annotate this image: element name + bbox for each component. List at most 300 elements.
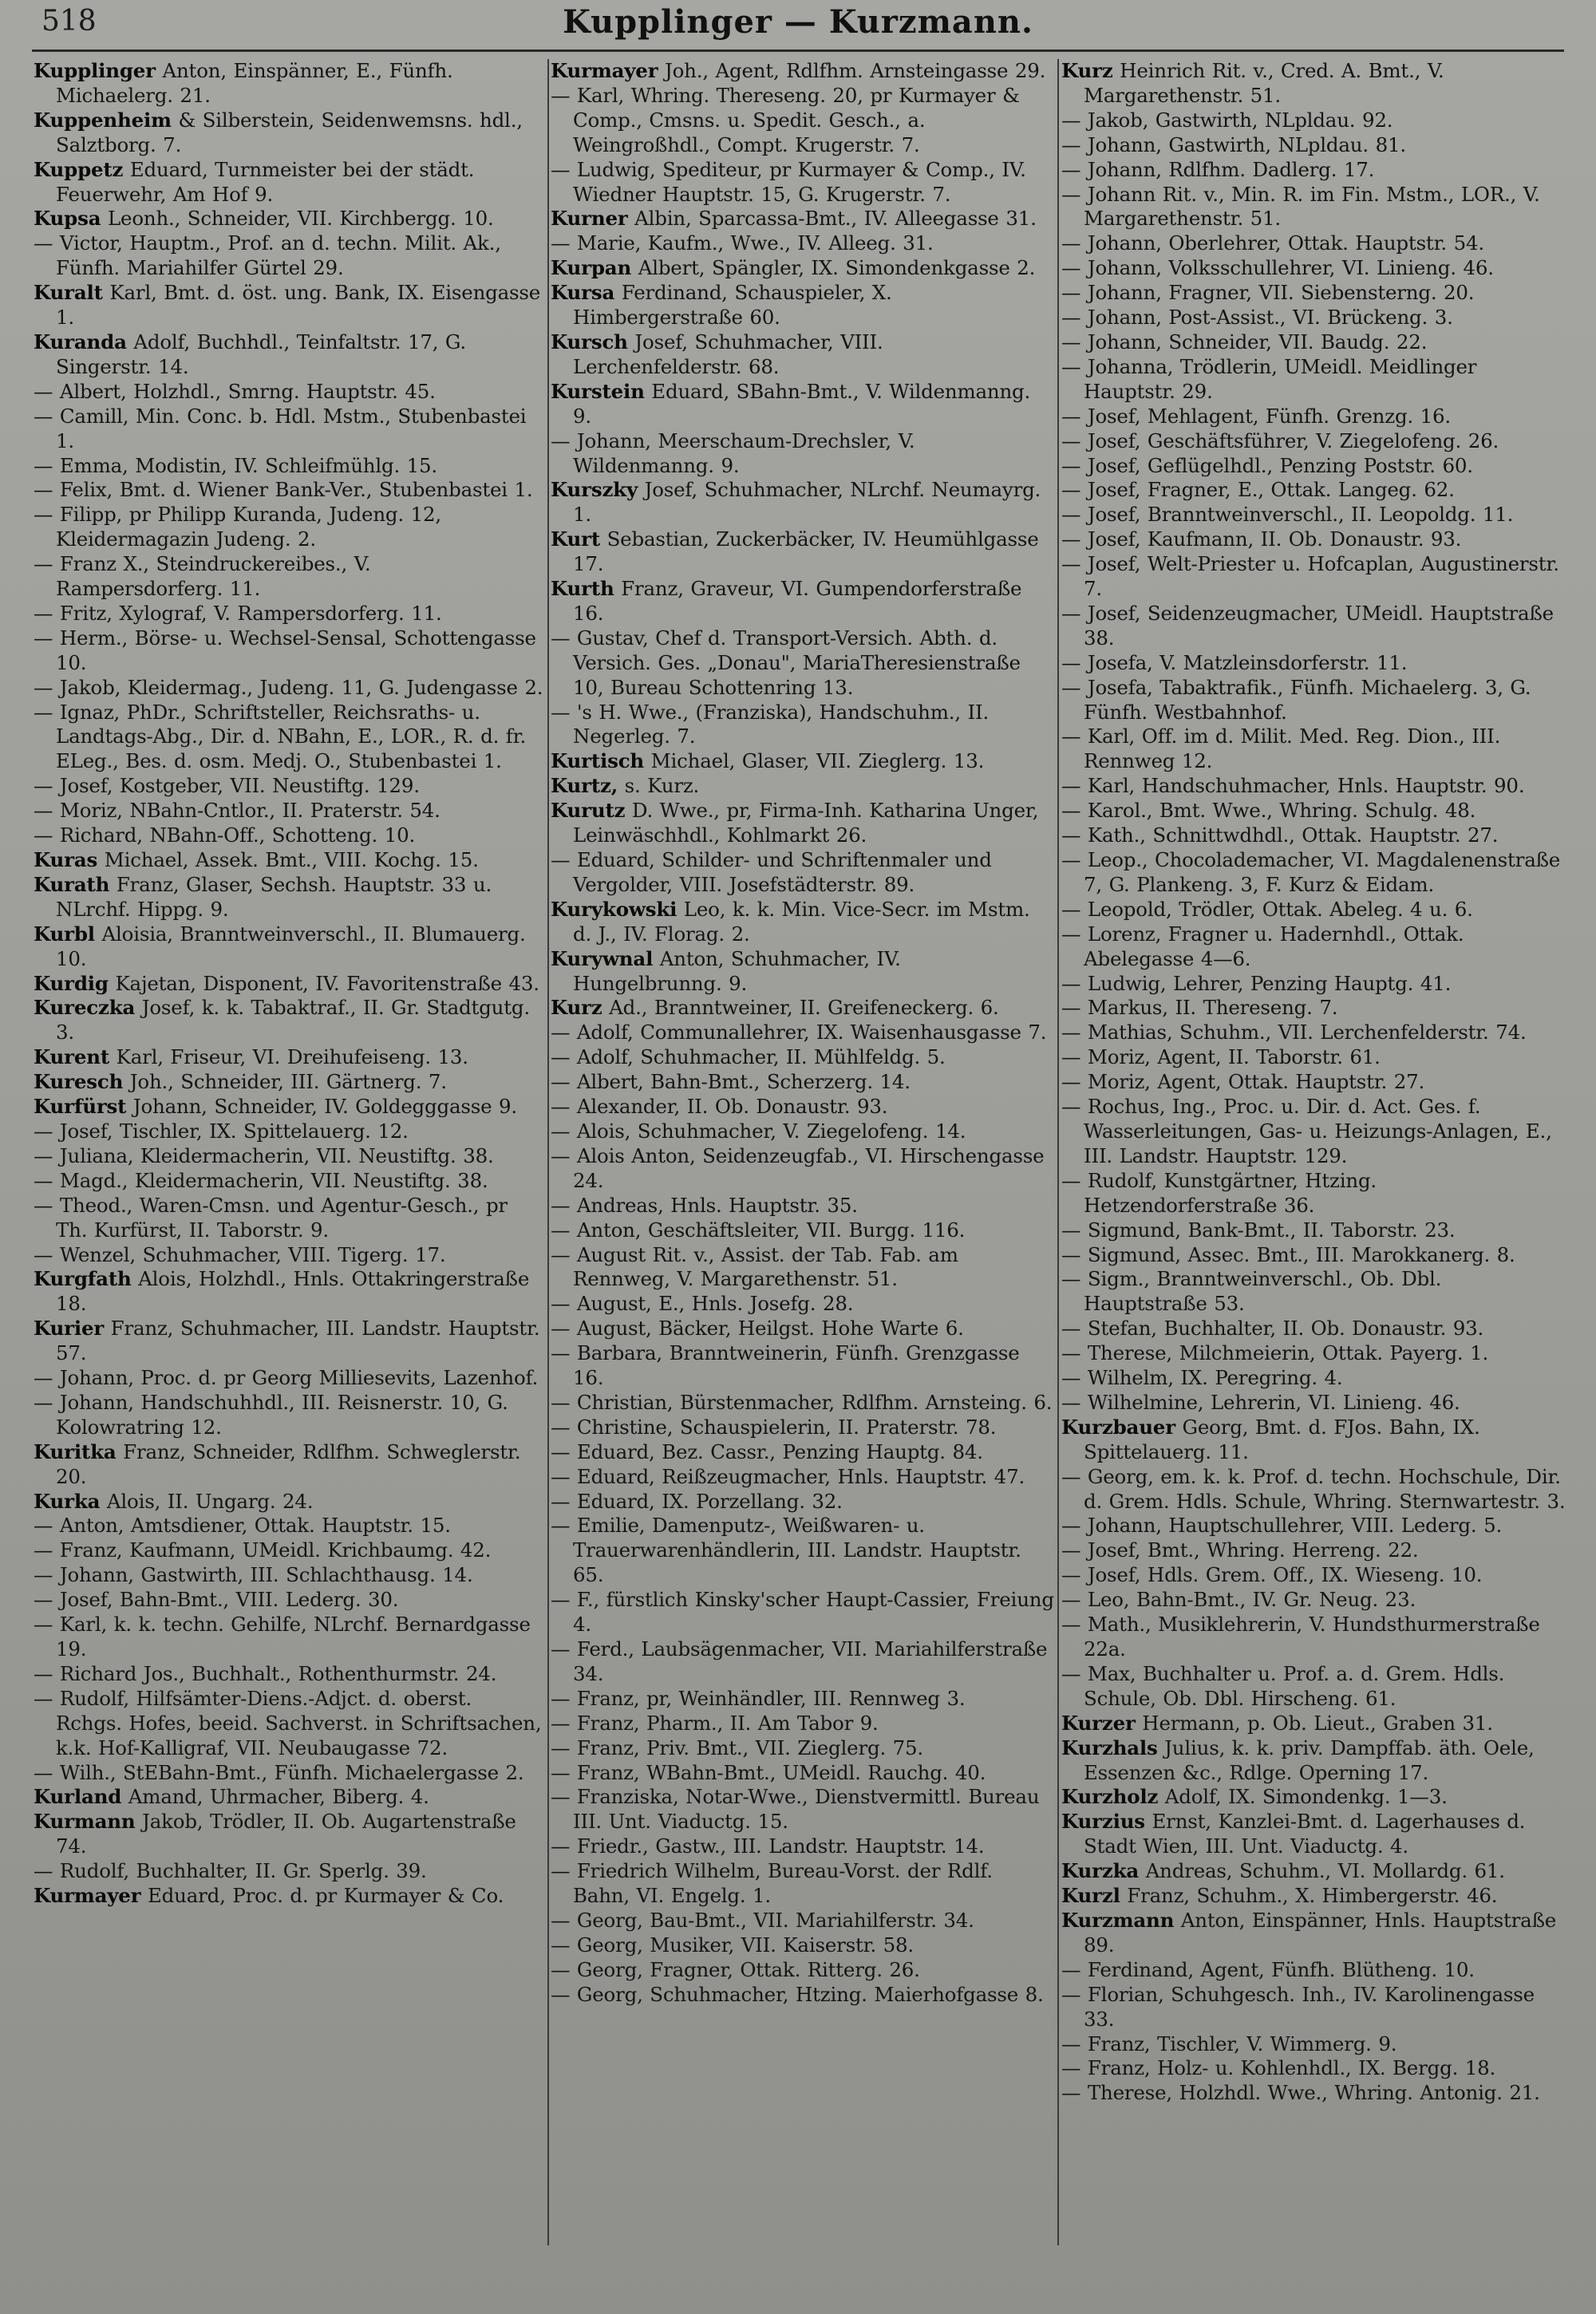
entry-text: — Richard, NBahn-Off., Schotteng. 10. <box>34 823 416 847</box>
entry-text: — Franz, Pharm., II. Am Tabor 9. <box>551 1711 879 1735</box>
entry-text: — Josef, Mehlagent, Fünfh. Grenzg. 16. <box>1061 404 1451 428</box>
directory-entry <box>1061 405 1566 429</box>
directory-entry <box>1061 1613 1566 1662</box>
entry-text: — Therese, Milchmeierin, Ottak. Payerg. 1. <box>1061 1341 1489 1365</box>
entry-headword: Kurt <box>551 527 600 551</box>
entry-text: — Adolf, Communallehrer, IX. Waisenhausgasse 7. <box>551 1021 1047 1044</box>
directory-entry <box>551 947 1055 997</box>
entry-text: — Albert, Bahn-Bmt., Scherzerg. 14. <box>551 1070 911 1094</box>
entry-text: Albin, Sparcassa-Bmt., IV. Alleegasse 31. <box>627 207 1037 231</box>
directory-entry <box>1061 1317 1566 1341</box>
directory-entry <box>1061 2056 1566 2081</box>
entry-headword: Kurfürst <box>34 1095 127 1119</box>
directory-entry <box>551 281 1055 330</box>
entry-text: — Rudolf, Hilfsämter-Diens.-Adjct. d. oberst. Rchgs. Hofes, beeid. Sachverst. in Schriftsachen, k.k. Hof-Kalligraf, VII. Neubaugasse 72. <box>34 1686 542 1759</box>
entry-text: — Georg, Fragner, Ottak. Ritterg. 26. <box>551 1957 920 1981</box>
entry-headword: Kurath <box>34 872 110 896</box>
entry-text: Adolf, Buchhdl., Teinfaltstr. 17, G. Singerstr. 14. <box>56 330 467 378</box>
directory-entry <box>551 478 1055 527</box>
entry-text: — Leopold, Trödler, Ottak. Abeleg. 4 u. 6. <box>1061 897 1473 921</box>
directory-entry <box>1061 1588 1566 1613</box>
entry-text: — Max, Buchhalter u. Prof. a. d. Grem. Hdls. Schule, Ob. Dbl. Hirscheng. 61. <box>1061 1661 1505 1710</box>
column-rule <box>547 59 549 2245</box>
entry-text: Leonh., Schneider, VII. Kirchbergg. 10. <box>101 207 494 231</box>
directory-entry <box>34 1194 544 1243</box>
directory-entry <box>1061 602 1566 651</box>
entry-text: — Johann, Oberlehrer, Ottak. Hauptstr. 54. <box>1061 231 1484 255</box>
entry-text: Kajetan, Disponent, IV. Favoritenstraße 43. <box>108 971 539 995</box>
entry-text: Franz, Glaser, Sechsh. Hauptstr. 33 u. NLrchf. Hippg. 9. <box>56 872 492 921</box>
directory-entry <box>551 749 1055 774</box>
directory-entry <box>1061 109 1566 133</box>
directory-entry <box>1061 503 1566 527</box>
directory-entry <box>551 1070 1055 1095</box>
entry-headword: Kurier <box>34 1317 105 1341</box>
entry-text: — Theod., Waren-Cmsn. und Agentur-Gesch., pr Th. Kurfürst, II. Taborstr. 9. <box>34 1193 508 1242</box>
entry-text: — Felix, Bmt. d. Wiener Bank-Ver., Stubenbastei 1. <box>34 478 533 502</box>
directory-entry <box>551 996 1055 1021</box>
directory-entry <box>34 701 544 775</box>
entry-text: Sebastian, Zuckerbäcker, IV. Heumühlgasse 17. <box>573 527 1039 576</box>
directory-entry <box>551 1490 1055 1514</box>
entry-text: Hermann, p. Ob. Lieut., Graben 31. <box>1135 1711 1493 1735</box>
directory-entry <box>1061 330 1566 355</box>
entry-text: — Gustav, Chef d. Transport-Versich. Abth. d. Versich. Ges. „Donau", MariaTheresienstraße 10, Bureau Schottenring 13. <box>551 626 1021 699</box>
entry-text: — Franz, Priv. Bmt., VII. Zieglerg. 75. <box>551 1736 923 1759</box>
entry-text: — Josef, Kaufmann, II. Ob. Donaustr. 93. <box>1061 527 1462 551</box>
directory-entry <box>551 626 1055 701</box>
directory-entry <box>34 799 544 823</box>
entry-headword: Kurmayer <box>34 1884 141 1908</box>
entry-text: — Fritz, Xylograf, V. Rampersdorferg. 11. <box>34 601 442 625</box>
entry-text: s. Kurz. <box>618 774 700 798</box>
directory-entry <box>1061 1983 1566 2032</box>
directory-entry <box>1061 1538 1566 1563</box>
directory-entry <box>1061 676 1566 725</box>
entry-headword: Kurszky <box>551 478 638 502</box>
entry-text: — Jakob, Kleidermag., Judeng. 11, G. Judengasse 2. <box>34 675 543 699</box>
directory-entry <box>34 1490 544 1514</box>
directory-entry <box>34 996 544 1045</box>
entry-text: — Wilhelmine, Lehrerin, VI. Linieng. 46. <box>1061 1390 1460 1414</box>
entry-text: — Jakob, Gastwirth, NLpldau. 92. <box>1061 108 1393 132</box>
directory-entry <box>1061 133 1566 158</box>
entry-text: — Eduard, Schilder- und Schriftenmaler und Vergolder, VIII. Josefstädterstr. 89. <box>551 848 992 896</box>
entry-text: — Josef, Branntweinverschl., II. Leopoldg. 11. <box>1061 503 1514 527</box>
directory-entry <box>551 1514 1055 1588</box>
directory-entry <box>34 922 544 972</box>
entry-text: — Stefan, Buchhalter, II. Ob. Donaustr. 93. <box>1061 1317 1484 1341</box>
directory-entry <box>551 1021 1055 1045</box>
directory-entry <box>551 1588 1055 1637</box>
entry-text: — Franz, WBahn-Bmt., UMeidl. Rauchg. 40. <box>551 1760 986 1784</box>
directory-entry <box>1061 1218 1566 1243</box>
directory-entry <box>551 59 1055 84</box>
entry-text: — Herm., Börse- u. Wechsel-Sensal, Schottengasse 10. <box>34 626 536 674</box>
entry-text: — Josef, Kostgeber, VII. Neustiftg. 129. <box>34 774 420 798</box>
directory-entry <box>551 1859 1055 1909</box>
directory-entry <box>1061 355 1566 405</box>
entry-text: — Johann, Post-Assist., VI. Brückeng. 3. <box>1061 306 1453 330</box>
directory-entry <box>551 1194 1055 1218</box>
entry-text: Franz, Graveur, VI. Gumpendorferstraße 16. <box>573 577 1022 625</box>
directory-entry <box>1061 2081 1566 2106</box>
directory-entry <box>34 1045 544 1070</box>
directory-entry <box>551 1341 1055 1391</box>
entry-text: — Josef, Bahn-Bmt., VIII. Lederg. 30. <box>34 1588 399 1612</box>
entry-headword: Kurzius <box>1061 1810 1145 1834</box>
entry-text: Georg, Bmt. d. FJos. Bahn, IX. Spittelauerg. 11. <box>1084 1415 1480 1463</box>
directory-entry <box>551 898 1055 947</box>
directory-entry <box>551 380 1055 429</box>
directory-entry <box>34 848 544 873</box>
directory-entry <box>1061 725 1566 774</box>
directory-entry <box>551 1391 1055 1416</box>
directory-entry <box>551 1292 1055 1317</box>
entry-text: — Friedrich Wilhelm, Bureau-Vorst. der Rdlf. Bahn, VI. Engelg. 1. <box>551 1859 993 1908</box>
directory-entry <box>34 972 544 997</box>
directory-entry <box>1061 1045 1566 1070</box>
entry-text: Eduard, SBahn-Bmt., V. Wildenmanng. 9. <box>573 379 1031 428</box>
entry-text: — Josefa, Tabaktrafik., Fünfh. Michaelerg. 3, G. Fünfh. Westbahnhof. <box>1061 675 1531 724</box>
directory-entry <box>34 207 544 231</box>
entry-headword: Kuresch <box>34 1070 124 1094</box>
directory-entry <box>551 1983 1055 2008</box>
directory-entry <box>1061 1070 1566 1095</box>
entry-text: — Johann, Fragner, VII. Siebensterng. 20. <box>1061 281 1475 305</box>
page-header <box>0 0 1596 49</box>
entry-headword: Kuppenheim <box>34 108 172 132</box>
entry-text: — Josef, Fragner, E., Ottak. Langeg. 62. <box>1061 478 1455 502</box>
entry-text: — Josef, Seidenzeugmacher, UMeidl. Hauptstraße 38. <box>1061 601 1554 650</box>
directory-entry <box>551 1761 1055 1786</box>
entry-text: Karl, Bmt. d. öst. ung. Bank, IX. Eisengasse 1. <box>56 281 541 330</box>
entry-headword: Kurywnal <box>551 946 654 970</box>
entry-text: Franz, Schuhm., X. Himbergerstr. 46. <box>1120 1884 1498 1908</box>
directory-entry <box>34 281 544 330</box>
directory-entry <box>1061 1416 1566 1465</box>
entry-text: Eduard, Proc. d. pr Kurmayer & Co. <box>140 1884 504 1908</box>
directory-entry <box>551 577 1055 626</box>
directory-entry <box>551 1095 1055 1119</box>
entry-text: — Christine, Schauspielerin, II. Praterstr. 78. <box>551 1415 997 1439</box>
directory-entry <box>551 848 1055 898</box>
entry-headword: Kurbl <box>34 922 95 946</box>
column-1 <box>34 59 544 2301</box>
entry-headword: Kursa <box>551 281 615 305</box>
directory-entry <box>1061 972 1566 997</box>
directory-entry <box>34 1440 544 1490</box>
entry-text: — Franziska, Notar-Wwe., Dienstvermittl. Bureau III. Unt. Viaductg. 15. <box>551 1785 1040 1834</box>
directory-entry <box>551 158 1055 207</box>
entry-text: — Josef, Geflügelhdl., Penzing Poststr. 60. <box>1061 453 1473 477</box>
entry-headword: Kurland <box>34 1785 122 1809</box>
entry-headword: Kurth <box>551 577 614 601</box>
entry-text: Heinrich Rit. v., Cred. A. Bmt., V. Margarethenstr. 51. <box>1084 59 1444 107</box>
entry-text: Anton, Schuhmacher, IV. Hungelbrunng. 9. <box>573 946 901 995</box>
column-rule <box>1057 59 1059 2245</box>
entry-text: — Karol., Bmt. Wwe., Whring. Schulg. 48. <box>1061 799 1476 823</box>
page-number: 518 <box>41 5 97 38</box>
entry-text: — Rudolf, Buchhalter, II. Gr. Sperlg. 39. <box>34 1859 427 1883</box>
entry-text: — Ignaz, PhDr., Schriftsteller, Reichsraths- u. Landtags-Abg., Dir. d. NBahn, E., LOR., R. d. fr. ELeg., Bes. d. osm. Medj. O., Stubenbastei 1. <box>34 700 527 773</box>
directory-entry <box>34 1662 544 1687</box>
directory-entry <box>1061 527 1566 552</box>
directory-entry <box>551 1218 1055 1243</box>
entry-text: — August, E., Hnls. Josefg. 28. <box>551 1292 854 1316</box>
directory-entry <box>1061 1267 1566 1317</box>
directory-entry <box>34 1761 544 1786</box>
entry-headword: Kurykowski <box>551 897 678 921</box>
entry-headword: Kurka <box>34 1489 101 1513</box>
directory-entry <box>1061 1859 1566 1884</box>
directory-entry <box>551 1243 1055 1293</box>
entry-text: — Barbara, Branntweinerin, Fünfh. Grenzgasse 16. <box>551 1341 1020 1390</box>
directory-entry <box>34 1785 544 1810</box>
entry-text: Ernst, Kanzlei-Bmt. d. Lagerhauses d. Stadt Wien, III. Unt. Viaductg. 4. <box>1084 1810 1526 1858</box>
entry-text: Ferdinand, Schauspieler, X. Himbergerstraße 60. <box>573 281 892 330</box>
directory-entry <box>551 799 1055 848</box>
directory-entry <box>1061 898 1566 922</box>
directory-entry <box>551 1958 1055 1983</box>
entry-text: — Josef, Bmt., Whring. Herreng. 22. <box>1061 1538 1419 1562</box>
entry-text: — Richard Jos., Buchhalt., Rothenthurmstr. 24. <box>34 1661 497 1685</box>
entry-text: — Anton, Geschäftsleiter, VII. Burgg. 116. <box>551 1218 966 1242</box>
directory-entry <box>551 1465 1055 1490</box>
entry-text: — Sigm., Branntweinverschl., Ob. Dbl. Hauptstraße 53. <box>1061 1267 1442 1316</box>
entry-text: Alois, II. Ungarg. 24. <box>100 1489 314 1513</box>
entry-text: Karl, Friseur, VI. Dreihufeiseng. 13. <box>109 1045 468 1069</box>
entry-text: Alois, Holzhdl., Hnls. Ottakringerstraße 18. <box>56 1267 530 1316</box>
directory-entry <box>34 1884 544 1909</box>
entry-text: — Leop., Chocolademacher, VI. Magdalenenstraße 7, G. Plankeng. 3, F. Kurz & Eidam. <box>1061 848 1561 896</box>
entry-text: Anton, Einspänner, E., Fünfh. Michaelerg. 21. <box>56 59 453 107</box>
entry-text: — Anton, Amtsdiener, Ottak. Hauptstr. 15. <box>34 1514 451 1538</box>
entry-text: — Johann, Handschuhhdl., III. Reisnerstr. 10, G. Kolowratring 12. <box>34 1390 508 1439</box>
header-rule <box>32 49 1564 52</box>
entry-text: — Alois, Schuhmacher, V. Ziegelofeng. 14. <box>551 1119 966 1143</box>
entry-text: & Silberstein, Seidenwemsns. hdl., Salztborg. 7. <box>56 108 523 156</box>
directory-entry <box>1061 1712 1566 1736</box>
directory-entry <box>551 1637 1055 1687</box>
entry-text: — Georg, em. k. k. Prof. d. techn. Hochschule, Dir. d. Grem. Hdls. Schule, Whring. Sternwartestr. 3. <box>1061 1464 1566 1513</box>
directory-entry <box>34 1687 544 1761</box>
entry-headword: Kuras <box>34 848 98 871</box>
directory-entry <box>34 823 544 848</box>
entry-text: — Magd., Kleidermacherin, VII. Neustiftg. 38. <box>34 1168 488 1192</box>
entry-text: — Florian, Schuhgesch. Inh., IV. Karolinengasse 33. <box>1061 1982 1535 2031</box>
entry-text: — Friedr., Gastw., III. Landstr. Hauptstr. 14. <box>551 1834 985 1858</box>
directory-entry <box>34 1588 544 1613</box>
entry-headword: Kurzka <box>1061 1859 1140 1883</box>
directory-entry <box>34 59 544 109</box>
directory-entry <box>1061 552 1566 602</box>
directory-entry <box>34 1538 544 1563</box>
entry-text: — Karl, Whring. Thereseng. 20, pr Kurmayer & Comp., Cmsns. u. Spedit. Gesch., a. Weingroßhdl., Compt. Krugerstr. 7. <box>551 83 1020 156</box>
entry-headword: Kupplinger <box>34 59 156 82</box>
directory-entry <box>551 1785 1055 1834</box>
entry-text: — Marie, Kaufm., Wwe., IV. Alleeg. 31. <box>551 231 934 255</box>
directory-entry <box>551 256 1055 281</box>
entry-headword: Kurzbauer <box>1061 1415 1175 1439</box>
entry-text: — Sigmund, Assec. Bmt., III. Marokkanerg. 8. <box>1061 1242 1515 1266</box>
entry-text: — Christian, Bürstenmacher, Rdlfhm. Arnsteing. 6. <box>551 1390 1053 1414</box>
entry-text: — Johann, Gastwirth, NLpldau. 81. <box>1061 132 1406 156</box>
entry-headword: Kuritka <box>34 1439 117 1463</box>
entry-text: Josef, Schuhmacher, NLrchf. Neumayrg. 1. <box>573 478 1041 527</box>
directory-entry <box>1061 1341 1566 1366</box>
directory-entry <box>1061 1958 1566 1983</box>
directory-entry <box>34 1095 544 1119</box>
entry-text: — August Rit. v., Assist. der Tab. Fab. am Rennweg, V. Margarethenstr. 51. <box>551 1242 958 1291</box>
directory-entry <box>34 1317 544 1366</box>
running-head: Kupplinger — Kurzmann. <box>563 3 1033 41</box>
entry-text: — Camill, Min. Conc. b. Hdl. Mstm., Stubenbastei 1. <box>34 404 527 452</box>
entry-headword: Kurdig <box>34 971 109 995</box>
directory-entry <box>1061 1884 1566 1909</box>
directory-entry <box>1061 996 1566 1021</box>
entry-text: — F., fürstlich Kinsky'scher Haupt-Cassier, Freiung 4. <box>551 1588 1054 1637</box>
directory-entry <box>34 873 544 922</box>
directory-entry <box>1061 1909 1566 1958</box>
directory-entry <box>551 1834 1055 1859</box>
entry-text: — Wilhelm, IX. Peregring. 4. <box>1061 1366 1343 1390</box>
entry-text: — Kath., Schnittwdhdl., Ottak. Hauptstr. 27. <box>1061 823 1499 847</box>
directory-entry <box>1061 1465 1566 1514</box>
entry-text: — Josefa, V. Matzleinsdorferstr. 11. <box>1061 650 1408 674</box>
directory-entry <box>1061 2032 1566 2057</box>
entry-text: — Lorenz, Fragner u. Hadernhdl., Ottak. Abelegasse 4—6. <box>1061 922 1464 970</box>
directory-entry <box>1061 478 1566 503</box>
entry-text: Anton, Einspänner, Hnls. Hauptstraße 89. <box>1084 1908 1557 1957</box>
directory-entry <box>1061 1243 1566 1268</box>
directory-entry <box>551 1712 1055 1736</box>
directory-entry <box>1061 1736 1566 1786</box>
entry-text: — Emilie, Damenputz-, Weißwaren- u. Trauerwarenhändlerin, III. Landstr. Hauptstr. 65. <box>551 1514 1021 1587</box>
entry-headword: Kurz <box>551 996 602 1020</box>
entry-text: Michael, Glaser, VII. Zieglerg. 13. <box>644 749 985 773</box>
entry-text: — Ludwig, Spediteur, pr Kurmayer & Comp., IV. Wiedner Hauptstr. 15, G. Krugerstr. 7. <box>551 157 1026 206</box>
entry-text: — Georg, Schuhmacher, Htzing. Maierhofgasse 8. <box>551 1982 1044 2006</box>
entry-text: — Adolf, Schuhmacher, II. Mühlfeldg. 5. <box>551 1045 946 1069</box>
directory-entry <box>1061 651 1566 676</box>
entry-text: — Johann, Rdlfhm. Dadlerg. 17. <box>1061 157 1375 181</box>
entry-text: — Therese, Holzhdl. Wwe., Whring. Antonig. 21. <box>1061 2081 1540 2105</box>
entry-text: — Johann, Schneider, VII. Baudg. 22. <box>1061 330 1428 353</box>
entry-text: — Josef, Hdls. Grem. Off., IX. Wieseng. 10. <box>1061 1563 1483 1587</box>
entry-text: — Georg, Musiker, VII. Kaiserstr. 58. <box>551 1933 915 1957</box>
directory-entry <box>1061 1366 1566 1391</box>
directory-entry <box>551 527 1055 577</box>
directory-entry <box>34 626 544 676</box>
entry-text: — Josef, Tischler, IX. Spittelauerg. 12. <box>34 1119 409 1143</box>
entry-text: Josef, k. k. Tabaktraf., II. Gr. Stadtgutg. 3. <box>56 996 530 1044</box>
directory-entry <box>34 1810 544 1859</box>
entry-text: — Emma, Modistin, IV. Schleifmühlg. 15. <box>34 453 438 477</box>
entry-text: — Franz, pr, Weinhändler, III. Rennweg 3. <box>551 1686 966 1710</box>
directory-entry <box>551 701 1055 750</box>
directory-entry <box>34 158 544 207</box>
entry-text: — Johann, Gastwirth, III. Schlachthausg. 14. <box>34 1563 473 1587</box>
entry-text: — Ludwig, Lehrer, Penzing Hauptg. 41. <box>1061 971 1452 995</box>
directory-entry <box>1061 454 1566 479</box>
entry-text: — Moriz, Agent, Ottak. Hauptstr. 27. <box>1061 1070 1425 1094</box>
entry-text: — Victor, Hauptm., Prof. an d. techn. Milit. Ak., Fünfh. Mariahilfer Gürtel 29. <box>34 231 501 280</box>
entry-headword: Kurzmann <box>1061 1908 1175 1932</box>
entry-text: — Johann Rit. v., Min. R. im Fin. Mstm., LOR., V. Margarethenstr. 51. <box>1061 182 1540 231</box>
entry-text: — Moriz, Agent, II. Taborstr. 61. <box>1061 1045 1381 1069</box>
entry-text: Michael, Assek. Bmt., VIII. Kochg. 15. <box>97 848 479 871</box>
entry-text: — Josef, Welt-Priester u. Hofcaplan, Augustinerstr. 7. <box>1061 552 1559 601</box>
entry-headword: Kurzl <box>1061 1884 1120 1908</box>
entry-text: — Wenzel, Schuhmacher, VIII. Tigerg. 17. <box>34 1242 446 1266</box>
entry-text: Adolf, IX. Simondenkg. 1—3. <box>1158 1785 1448 1809</box>
directory-entry <box>551 774 1055 799</box>
entry-text: Aloisia, Branntweinverschl., II. Blumauerg. 10. <box>56 922 526 970</box>
entry-text: — Rochus, Ing., Proc. u. Dir. d. Act. Ges. f. Wasserleitungen, Gas- u. Heizungs-Anlagen, E., III. Landstr. Hauptstr. 129. <box>1061 1095 1552 1167</box>
entry-headword: Kurzer <box>1061 1711 1136 1735</box>
entry-text: Albert, Spängler, IX. Simondenkgasse 2. <box>631 256 1036 280</box>
entry-text: — Alois Anton, Seidenzeugfab., VI. Hirschengasse 24. <box>551 1143 1045 1192</box>
directory-entry <box>1061 1095 1566 1169</box>
directory-entry <box>1061 1785 1566 1810</box>
directory-entry <box>34 552 544 602</box>
directory-entry <box>1061 183 1566 232</box>
entry-text: Ad., Branntweiner, II. Greifeneckerg. 6. <box>602 996 999 1020</box>
directory-entry <box>34 1391 544 1440</box>
directory-entry <box>34 405 544 454</box>
directory-entry <box>34 1144 544 1169</box>
entry-headword: Kurzholz <box>1061 1785 1159 1809</box>
entry-text: Franz, Schneider, Rdlfhm. Schweglerstr. 20. <box>56 1439 521 1488</box>
entry-headword: Kurpan <box>551 256 632 280</box>
directory-entry <box>34 1267 544 1317</box>
entry-headword: Kurzhals <box>1061 1736 1158 1759</box>
entry-text: — Andreas, Hnls. Hauptstr. 35. <box>551 1193 858 1217</box>
entry-text: Joh., Agent, Rdlfhm. Arnsteingasse 29. <box>658 59 1046 82</box>
entry-text: — Math., Musiklehrerin, V. Hundsthurmerstraße 22a. <box>1061 1613 1540 1660</box>
entry-headword: Kuralt <box>34 281 103 305</box>
directory-entry <box>34 330 544 380</box>
entry-headword: Kurz <box>1061 59 1113 82</box>
entry-text: — Franz, Kaufmann, UMeidl. Krichbaumg. 42. <box>34 1538 492 1562</box>
entry-text: — Franz, Tischler, V. Wimmerg. 9. <box>1061 2032 1397 2055</box>
entry-text: D. Wwe., pr, Firma-Inh. Katharina Unger, Leinwäschhdl., Kohlmarkt 26. <box>573 799 1039 847</box>
entry-text: — Karl, k. k. techn. Gehilfe, NLrchf. Bernardgasse 19. <box>34 1613 531 1660</box>
directory-entry <box>34 1859 544 1884</box>
directory-entry <box>34 602 544 626</box>
entry-text: — Josef, Geschäftsführer, V. Ziegelofeng. 26. <box>1061 428 1499 452</box>
directory-entry <box>551 1736 1055 1761</box>
directory-entry <box>34 1613 544 1662</box>
entry-text: Josef, Schuhmacher, VIII. Lerchenfelderstr. 68. <box>573 330 883 378</box>
entry-headword: Kurgfath <box>34 1267 132 1291</box>
entry-text: — Ferd., Laubsägenmacher, VII. Mariahilferstraße 34. <box>551 1637 1048 1685</box>
entry-headword: Kurtisch <box>551 749 645 773</box>
directory-entry <box>34 676 544 701</box>
entry-text: — Franz, Holz- u. Kohlenhdl., IX. Bergg. 18. <box>1061 2056 1496 2080</box>
entry-text: — Karl, Handschuhmacher, Hnls. Hauptstr. 90. <box>1061 774 1525 798</box>
directory-entry <box>34 1243 544 1268</box>
directory-entry <box>1061 281 1566 306</box>
directory-entry <box>34 231 544 281</box>
directory-entry <box>1061 256 1566 281</box>
directory-entry <box>551 429 1055 479</box>
entry-headword: Kursch <box>551 330 628 353</box>
directory-entry <box>551 1933 1055 1958</box>
entry-headword: Kuppetz <box>34 157 124 181</box>
directory-entry <box>1061 1514 1566 1538</box>
